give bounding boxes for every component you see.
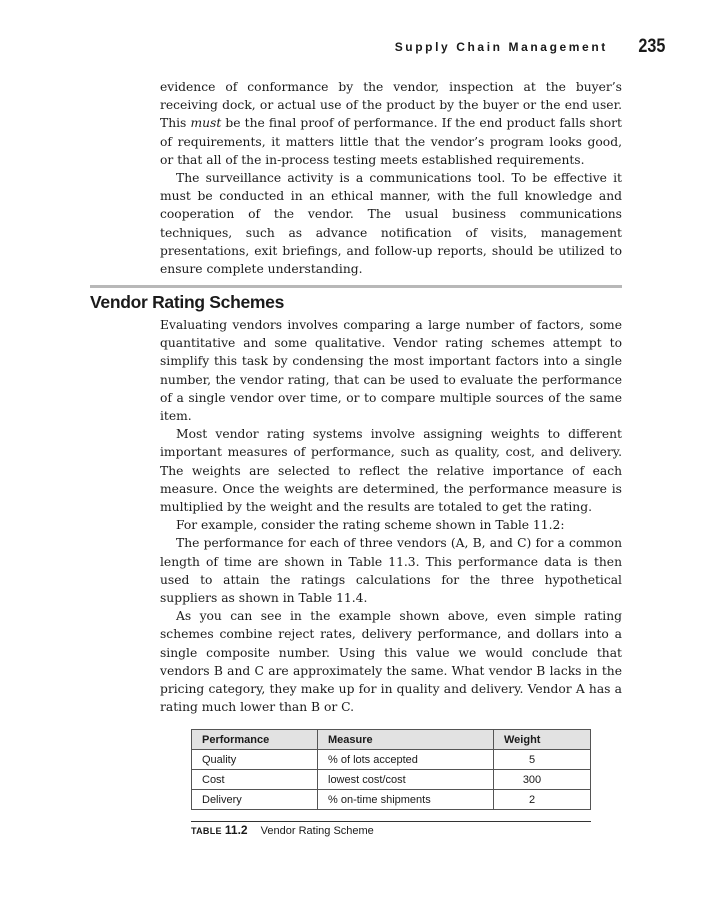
emphasis-text: must	[190, 116, 222, 131]
section-1-body	[160, 78, 622, 278]
paragraph: Evaluating vendors involves comparing a large number of factors, some quantitative and some qualitative. Vendor rating schemes attempt to simplify this task by condensing the most important factors into a single number, the vendor rating, that can be used to evaluate the performance of a single vendor over time, or to compare multiple sources of the same item.	[160, 318, 622, 424]
table-cell: 2	[494, 790, 591, 810]
table-cell: 5	[494, 750, 591, 770]
paragraph	[160, 78, 622, 169]
table-row	[192, 750, 591, 770]
caption-label: TABLE	[191, 826, 222, 836]
caption-number: 11.2	[224, 823, 248, 837]
table-caption	[191, 823, 374, 837]
paragraph: For example, consider the rating scheme shown in Table 11.2:	[176, 518, 565, 533]
paragraph: The surveillance activity is a communications tool. To be effective it must be conducted in an ethical manner, with the full knowledge and cooperation of the vendor. The usual business communications techniques, such as advance notification of visits, management presentations, exit briefings, and follow-up reports, should be utilized to ensure complete understanding.	[160, 171, 622, 277]
running-head	[395, 36, 668, 58]
table-cell: 300	[494, 770, 591, 790]
paragraph: Most vendor rating systems involve assigning weights to different important measures of performance, such as quality, cost, and delivery. The weights are selected to reflect the relative importance of each measure. Once the weights are determined, the performance measure is multiplied by the weight and the results are totaled to get the rating.	[160, 427, 622, 515]
vendor-rating-table	[191, 729, 591, 810]
table-cell: % on-time shipments	[318, 790, 494, 810]
column-header: Weight	[494, 730, 591, 750]
section-divider	[90, 285, 622, 288]
caption-rule	[191, 821, 591, 822]
table-cell: lowest cost/cost	[318, 770, 494, 790]
page-number: 235	[638, 36, 666, 57]
paragraph: As you can see in the example shown above, even simple rating schemes combine reject rates, delivery performance, and dollars into a single composite number. Using this value we would conclude that vendors B and C are approximately the same. What vendor B lacks in the pricing category, they make up for in quality and delivery. Vendor A has a rating much lower than B or C.	[160, 609, 622, 715]
table-row	[192, 770, 591, 790]
section-heading: Vendor Rating Schemes	[90, 292, 285, 312]
paragraph-text: be the final proof of performance. If the end product falls short of requirements, it matters little that the vendor’s program looks good, or that all of the in-process testing meets established requirements.	[160, 116, 622, 167]
section-2-body	[160, 316, 622, 716]
table-cell: Delivery	[192, 790, 318, 810]
table-cell: Cost	[192, 770, 318, 790]
table-header-row	[192, 730, 591, 750]
running-head-title: Supply Chain Management	[394, 40, 608, 54]
column-header: Performance	[192, 730, 318, 750]
table-cell: Quality	[192, 750, 318, 770]
column-header: Measure	[318, 730, 494, 750]
paragraph-text: evidence of conformance by the vendor, inspection at the buyer’s receiving dock, or actual use of the product by the buyer or the end user. This	[160, 80, 622, 131]
caption-text: Vendor Rating Scheme	[260, 825, 374, 837]
table-row	[192, 790, 591, 810]
rating-table	[191, 729, 591, 810]
table-cell: % of lots accepted	[318, 750, 494, 770]
paragraph: The performance for each of three vendors (A, B, and C) for a common length of time are shown in Table 11.3. This performance data is then used to attain the ratings calculations for the three hypothetical suppliers as shown in Table 11.4.	[160, 536, 622, 606]
